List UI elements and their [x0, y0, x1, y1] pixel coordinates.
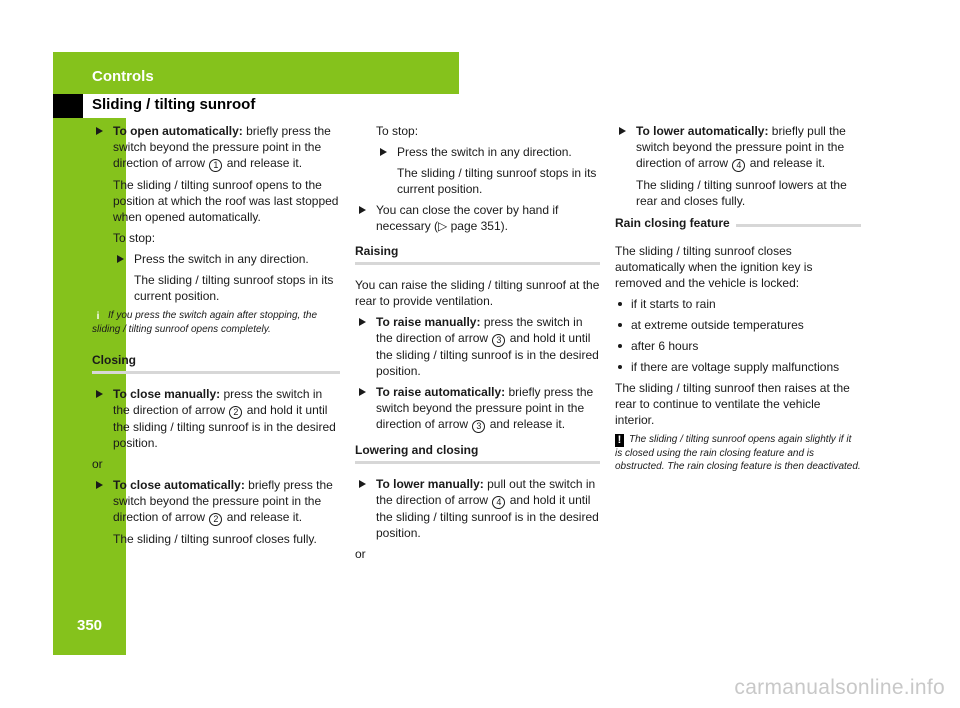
list-item-text: after 6 hours [631, 339, 699, 353]
list-item [615, 338, 861, 354]
section-heading-text: Lowering and closing [355, 443, 479, 457]
list-item-text: at extreme outside temperatures [631, 318, 804, 332]
section-label: Controls [92, 68, 154, 85]
step-label: To lower manually: [376, 477, 484, 491]
rain-intro-text: The sliding / tilting sunroof closes automatically when the ignition key is removed and the vehicle is locked: [615, 244, 813, 290]
to-stop-label: To stop: [376, 124, 419, 138]
step-text: and release it. [746, 156, 826, 170]
info-icon: i [92, 311, 104, 323]
step-arrow-icon [96, 481, 103, 489]
arrow-number-badge: 1 [209, 159, 222, 172]
step-label: To close automatically: [113, 478, 245, 492]
page-number: 350 [76, 617, 103, 634]
bullet-dot-icon [618, 302, 622, 306]
arrow-number-badge: 3 [472, 420, 485, 433]
step-text: Press the switch in any direction. [134, 252, 309, 266]
warning-note [615, 433, 861, 473]
step-arrow-icon [96, 127, 103, 135]
arrow-number-badge: 4 [732, 159, 745, 172]
step-open-automatically [92, 123, 340, 172]
step-arrow-icon [619, 127, 626, 135]
info-note-text: If you press the switch again after stopping, the sliding / tilting sunroof opens completely. [92, 310, 318, 335]
step-arrow-icon [359, 480, 366, 488]
section-heading-closing [92, 348, 340, 374]
arrow-number-badge: 3 [492, 334, 505, 347]
title-tab-marker [53, 94, 83, 118]
step-text: Press the switch in any direction. [397, 145, 572, 159]
warning-note-text: The sliding / tilting sunroof opens again slightly if it is closed using the rain closing feature and is obstructed. The rain closing feature is then deactivated. [615, 434, 861, 472]
step-text: press the switch in the direction of arrow [376, 315, 583, 345]
step-close-cover [355, 202, 600, 234]
bullet-dot-icon [618, 344, 622, 348]
close-result-text: The sliding / tilting sunroof closes fully. [113, 532, 317, 546]
step-text: You can close the cover by hand if necessary ( [376, 203, 559, 233]
step-text: and release it. [223, 510, 303, 524]
arrow-number-badge: 2 [209, 513, 222, 526]
step-text: briefly press the switch beyond the pressure point in the direction of arrow [113, 124, 331, 170]
step-label: To open automatically: [113, 124, 243, 138]
step-lower-manually [355, 476, 600, 541]
step-label: To close manually: [113, 387, 221, 401]
column-1 [92, 123, 340, 552]
section-rule [355, 262, 600, 265]
bullet-dot-icon [618, 365, 622, 369]
step-arrow-icon [117, 255, 124, 263]
section-heading-text: Rain closing feature [615, 216, 730, 230]
list-item [615, 296, 861, 312]
step-text: press the switch in the direction of arrow [113, 387, 323, 417]
step-stop [376, 144, 600, 160]
open-result-text: The sliding / tilting sunroof opens to the position at which the roof was last stopped when opened automatically. [113, 178, 339, 224]
section-heading-raising [355, 239, 600, 265]
step-text: pull out the switch in the direction of arrow [376, 477, 596, 507]
step-text: and hold it until the sliding / tilting sunroof is in the desired position. [113, 403, 336, 450]
column-3 [615, 123, 861, 485]
step-stop [113, 251, 340, 267]
arrow-number-badge: 4 [492, 496, 505, 509]
step-text: briefly pull the switch beyond the pressure point in the direction of arrow [636, 124, 846, 170]
step-text: briefly press the switch beyond the pressure point in the direction of arrow [113, 478, 333, 524]
rain-result-text: The sliding / tilting sunroof then raises at the rear to continue to ventilate the vehicle interior. [615, 381, 850, 427]
step-text: briefly press the switch beyond the pressure point in the direction of arrow [376, 385, 594, 431]
step-text: and release it. [486, 417, 566, 431]
step-close-automatically [92, 477, 340, 526]
info-note [92, 309, 340, 336]
step-text: ). [500, 219, 508, 233]
section-heading-text: Raising [355, 244, 399, 258]
section-rule [355, 461, 600, 464]
to-stop-label: To stop: [113, 231, 156, 245]
raising-intro-text: You can raise the sliding / tilting sunroof at the rear to provide ventilation. [355, 278, 600, 308]
step-raise-manually [355, 314, 600, 379]
list-item-text: if there are voltage supply malfunctions [631, 360, 840, 374]
arrow-number-badge: 2 [229, 406, 242, 419]
step-label: To lower automatically: [636, 124, 769, 138]
page-reference-triangle-icon: ▷ [438, 219, 451, 233]
step-arrow-icon [359, 388, 366, 396]
section-heading-lowering [355, 438, 600, 464]
stop-result-text: The sliding / tilting sunroof stops in its current position. [134, 273, 334, 303]
step-arrow-icon [359, 206, 366, 214]
step-text: and hold it until the sliding / tilting sunroof is in the desired position. [376, 493, 599, 540]
step-label: To raise manually: [376, 315, 481, 329]
step-text: and hold it until the sliding / tilting sunroof is in the desired position. [376, 331, 599, 378]
or-text: or [92, 457, 103, 471]
step-arrow-icon [380, 148, 387, 156]
section-rule [92, 371, 340, 374]
list-item [615, 359, 861, 375]
section-heading-text: Closing [92, 353, 136, 367]
section-rule [736, 224, 861, 227]
step-label: To raise automatically: [376, 385, 506, 399]
step-close-manually [92, 386, 340, 451]
step-arrow-icon [359, 318, 366, 326]
lower-result-text: The sliding / tilting sunroof lowers at the rear and closes fully. [636, 178, 847, 208]
warning-icon: ! [615, 434, 624, 447]
watermark: carmanualsonline.info [734, 676, 945, 699]
page-reference: page 351 [450, 219, 501, 233]
stop-result-text: The sliding / tilting sunroof stops in its current position. [397, 166, 597, 196]
bullet-dot-icon [618, 323, 622, 327]
list-item [615, 317, 861, 333]
step-raise-automatically [355, 384, 600, 433]
section-heading-rain-closing [615, 215, 861, 231]
step-text: and release it. [223, 156, 303, 170]
list-item-text: if it starts to rain [631, 297, 716, 311]
or-text: or [355, 547, 366, 561]
step-lower-automatically [615, 123, 861, 172]
column-2 [355, 123, 600, 567]
page-title: Sliding / tilting sunroof [92, 96, 256, 113]
step-arrow-icon [96, 390, 103, 398]
